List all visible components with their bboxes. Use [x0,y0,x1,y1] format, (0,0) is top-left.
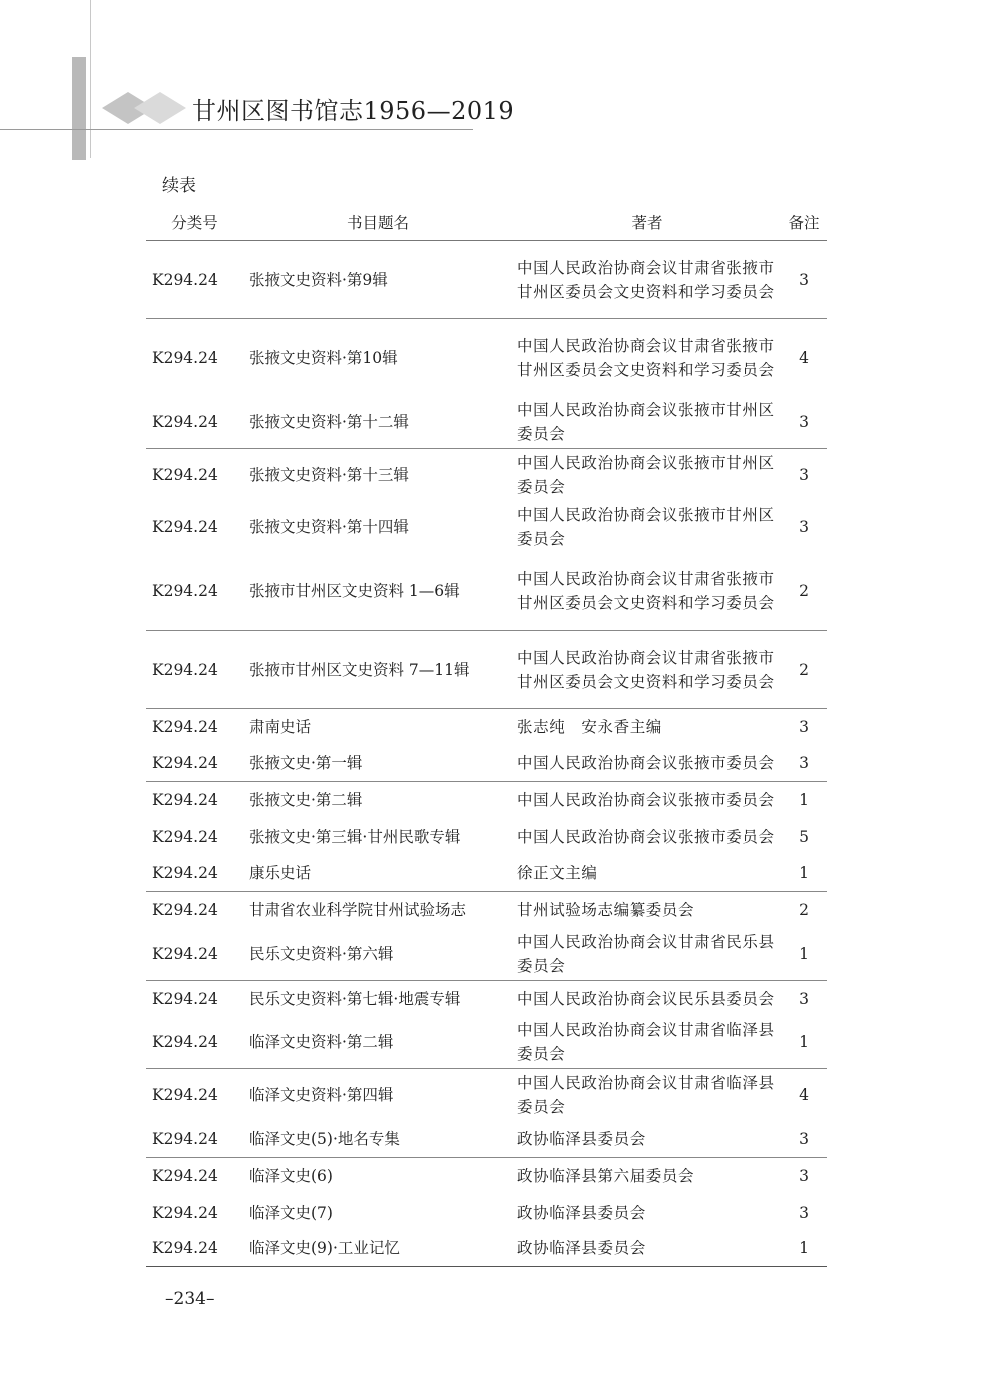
note-cell: 3 [781,1121,827,1158]
author-cell: 中国人民政治协商会议张掖市委员会 [513,746,781,782]
note-cell: 4 [799,348,809,367]
table-row [146,929,827,981]
book-title-cell: 张掖文史资料·第十四辑 [249,517,409,536]
class-number-cell: K294.24 [146,1121,243,1158]
book-title-cell: 民乐文史资料·第七辑·地震专辑 [249,989,461,1008]
book-title-cell: 张掖文史·第一辑 [243,746,513,782]
class-number-cell: K294.24 [146,241,243,319]
book-title-cell: 张掖文史·第三辑·甘州民歌专辑 [249,828,461,846]
author-cell: 中国人民政治协商会议张掖市甘州区委员会 [513,397,781,449]
note-cell: 4 [799,1085,809,1104]
book-title-cell: 张掖文史资料·第10辑 [249,348,398,367]
diamond-ornament-icon [100,90,190,126]
column-header-note: 备注 [781,204,827,241]
class-number-cell: K294.24 [152,465,218,484]
author-cell: 政协临泽县委员会 [517,1203,646,1222]
author-cell: 中国人民政治协商会议甘肃省临泽县委员会 [517,1073,775,1116]
class-number-cell: K294.24 [152,517,218,536]
note-cell: 3 [799,517,809,536]
table-row [146,553,827,631]
note-cell: 1 [781,1231,827,1267]
class-number-cell: K294.24 [152,1085,218,1104]
table-row [146,501,827,553]
book-title-cell: 张掖文史资料·第9辑 [243,241,513,319]
table-row [146,856,827,892]
note-cell: 3 [799,1167,809,1186]
book-title-cell: 张掖市甘州区文史资料 7—11辑 [243,631,513,709]
note-cell: 2 [799,901,809,920]
column-header-class-number: 分类号 [146,204,243,241]
note-cell: 2 [781,553,827,631]
book-title-cell: 临泽文史资料·第二辑 [243,1017,513,1069]
column-header-book-title: 书目题名 [243,204,513,241]
book-title-cell: 甘肃省农业科学院甘州试验场志 [249,901,467,920]
class-number-cell: K294.24 [146,553,243,631]
class-number-cell: K294.24 [152,718,218,737]
table-row [146,319,827,397]
table-row [146,782,827,819]
class-number-cell: K294.24 [152,348,218,367]
header-vertical-rule [90,0,91,158]
table-row [146,1231,827,1267]
class-number-cell: K294.24 [146,856,243,892]
author-cell: 中国人民政治协商会议甘肃省民乐县委员会 [513,929,781,981]
author-cell: 中国人民政治协商会议张掖市甘州区委员会 [517,505,775,548]
table-row [146,981,827,1017]
table-row [146,1195,827,1231]
page-number: –234– [165,1289,215,1309]
class-number-cell: K294.24 [152,791,218,810]
note-cell: 3 [781,397,827,449]
note-cell: 1 [781,856,827,892]
note-cell: 3 [799,1203,809,1222]
catalog-table [146,204,827,1267]
table-row [146,397,827,449]
book-title-cell: 肃南史话 [249,718,312,737]
author-cell: 中国人民政治协商会议民乐县委员会 [517,989,775,1008]
table-row [146,709,827,746]
class-number-cell: K294.24 [146,929,243,981]
note-cell: 1 [799,791,809,810]
class-number-cell: K294.24 [152,1203,218,1222]
table-row [146,241,827,319]
author-cell: 政协临泽县委员会 [513,1121,781,1158]
author-cell: 中国人民政治协商会议张掖市委员会 [517,828,775,846]
author-cell: 徐正文主编 [513,856,781,892]
note-cell: 2 [781,631,827,709]
table-header-row [146,204,827,241]
class-number-cell: K294.24 [146,397,243,449]
author-cell: 中国人民政治协商会议甘肃省张掖市甘州区委员会文史资料和学习委员会 [517,336,775,379]
table-row [146,746,827,782]
class-number-cell: K294.24 [146,1017,243,1069]
author-cell: 中国人民政治协商会议张掖市甘州区委员会 [517,453,775,496]
book-title-cell: 张掖市甘州区文史资料 1—6辑 [243,553,513,631]
book-title-cell: 张掖文史·第二辑 [249,791,363,810]
table-row [146,631,827,709]
book-title: 甘州区图书馆志1956—2019 [192,97,515,125]
class-number-cell: K294.24 [146,1231,243,1267]
book-title-cell: 民乐文史资料·第六辑 [243,929,513,981]
continued-table-label: 续表 [162,176,196,196]
header-horizontal-rule [0,129,473,130]
table-row [146,449,827,501]
author-cell: 中国人民政治协商会议甘肃省张掖市甘州区委员会文史资料和学习委员会 [513,241,781,319]
table-row [146,819,827,856]
note-cell: 5 [799,828,809,846]
author-cell: 中国人民政治协商会议甘肃省临泽县委员会 [513,1017,781,1069]
book-title-cell: 康乐史话 [243,856,513,892]
note-cell: 3 [781,241,827,319]
table-row [146,892,827,929]
author-cell: 中国人民政治协商会议甘肃省张掖市甘州区委员会文史资料和学习委员会 [513,553,781,631]
table-row [146,1069,827,1121]
author-cell: 中国人民政治协商会议张掖市委员会 [517,791,775,810]
note-cell: 3 [781,746,827,782]
column-header-author: 著者 [513,204,781,241]
author-cell: 张志纯 安永香主编 [517,718,662,737]
book-title-cell: 张掖文史资料·第十三辑 [249,465,409,484]
table-row [146,1158,827,1195]
note-cell: 3 [799,718,809,737]
book-title-cell: 临泽文史(5)·地名专集 [243,1121,513,1158]
book-title-cell: 临泽文史资料·第四辑 [249,1085,394,1104]
header-side-bar [72,57,86,160]
book-title-cell: 张掖文史资料·第十二辑 [243,397,513,449]
book-title-cell: 临泽文史(6) [249,1167,333,1186]
class-number-cell: K294.24 [146,631,243,709]
class-number-cell: K294.24 [152,989,218,1008]
note-cell: 3 [799,989,809,1008]
author-cell: 政协临泽县第六届委员会 [517,1167,695,1186]
author-cell: 中国人民政治协商会议甘肃省张掖市甘州区委员会文史资料和学习委员会 [513,631,781,709]
class-number-cell: K294.24 [146,746,243,782]
book-title-cell: 临泽文史(9)·工业记忆 [243,1231,513,1267]
class-number-cell: K294.24 [152,1167,218,1186]
note-cell: 1 [781,1017,827,1069]
class-number-cell: K294.24 [152,901,218,920]
book-title-cell: 临泽文史(7) [249,1203,333,1222]
note-cell: 1 [781,929,827,981]
table-row [146,1017,827,1069]
author-cell: 政协临泽县委员会 [513,1231,781,1267]
class-number-cell: K294.24 [152,828,218,846]
author-cell: 甘州试验场志编纂委员会 [517,901,695,920]
table-row [146,1121,827,1158]
note-cell: 3 [799,465,809,484]
